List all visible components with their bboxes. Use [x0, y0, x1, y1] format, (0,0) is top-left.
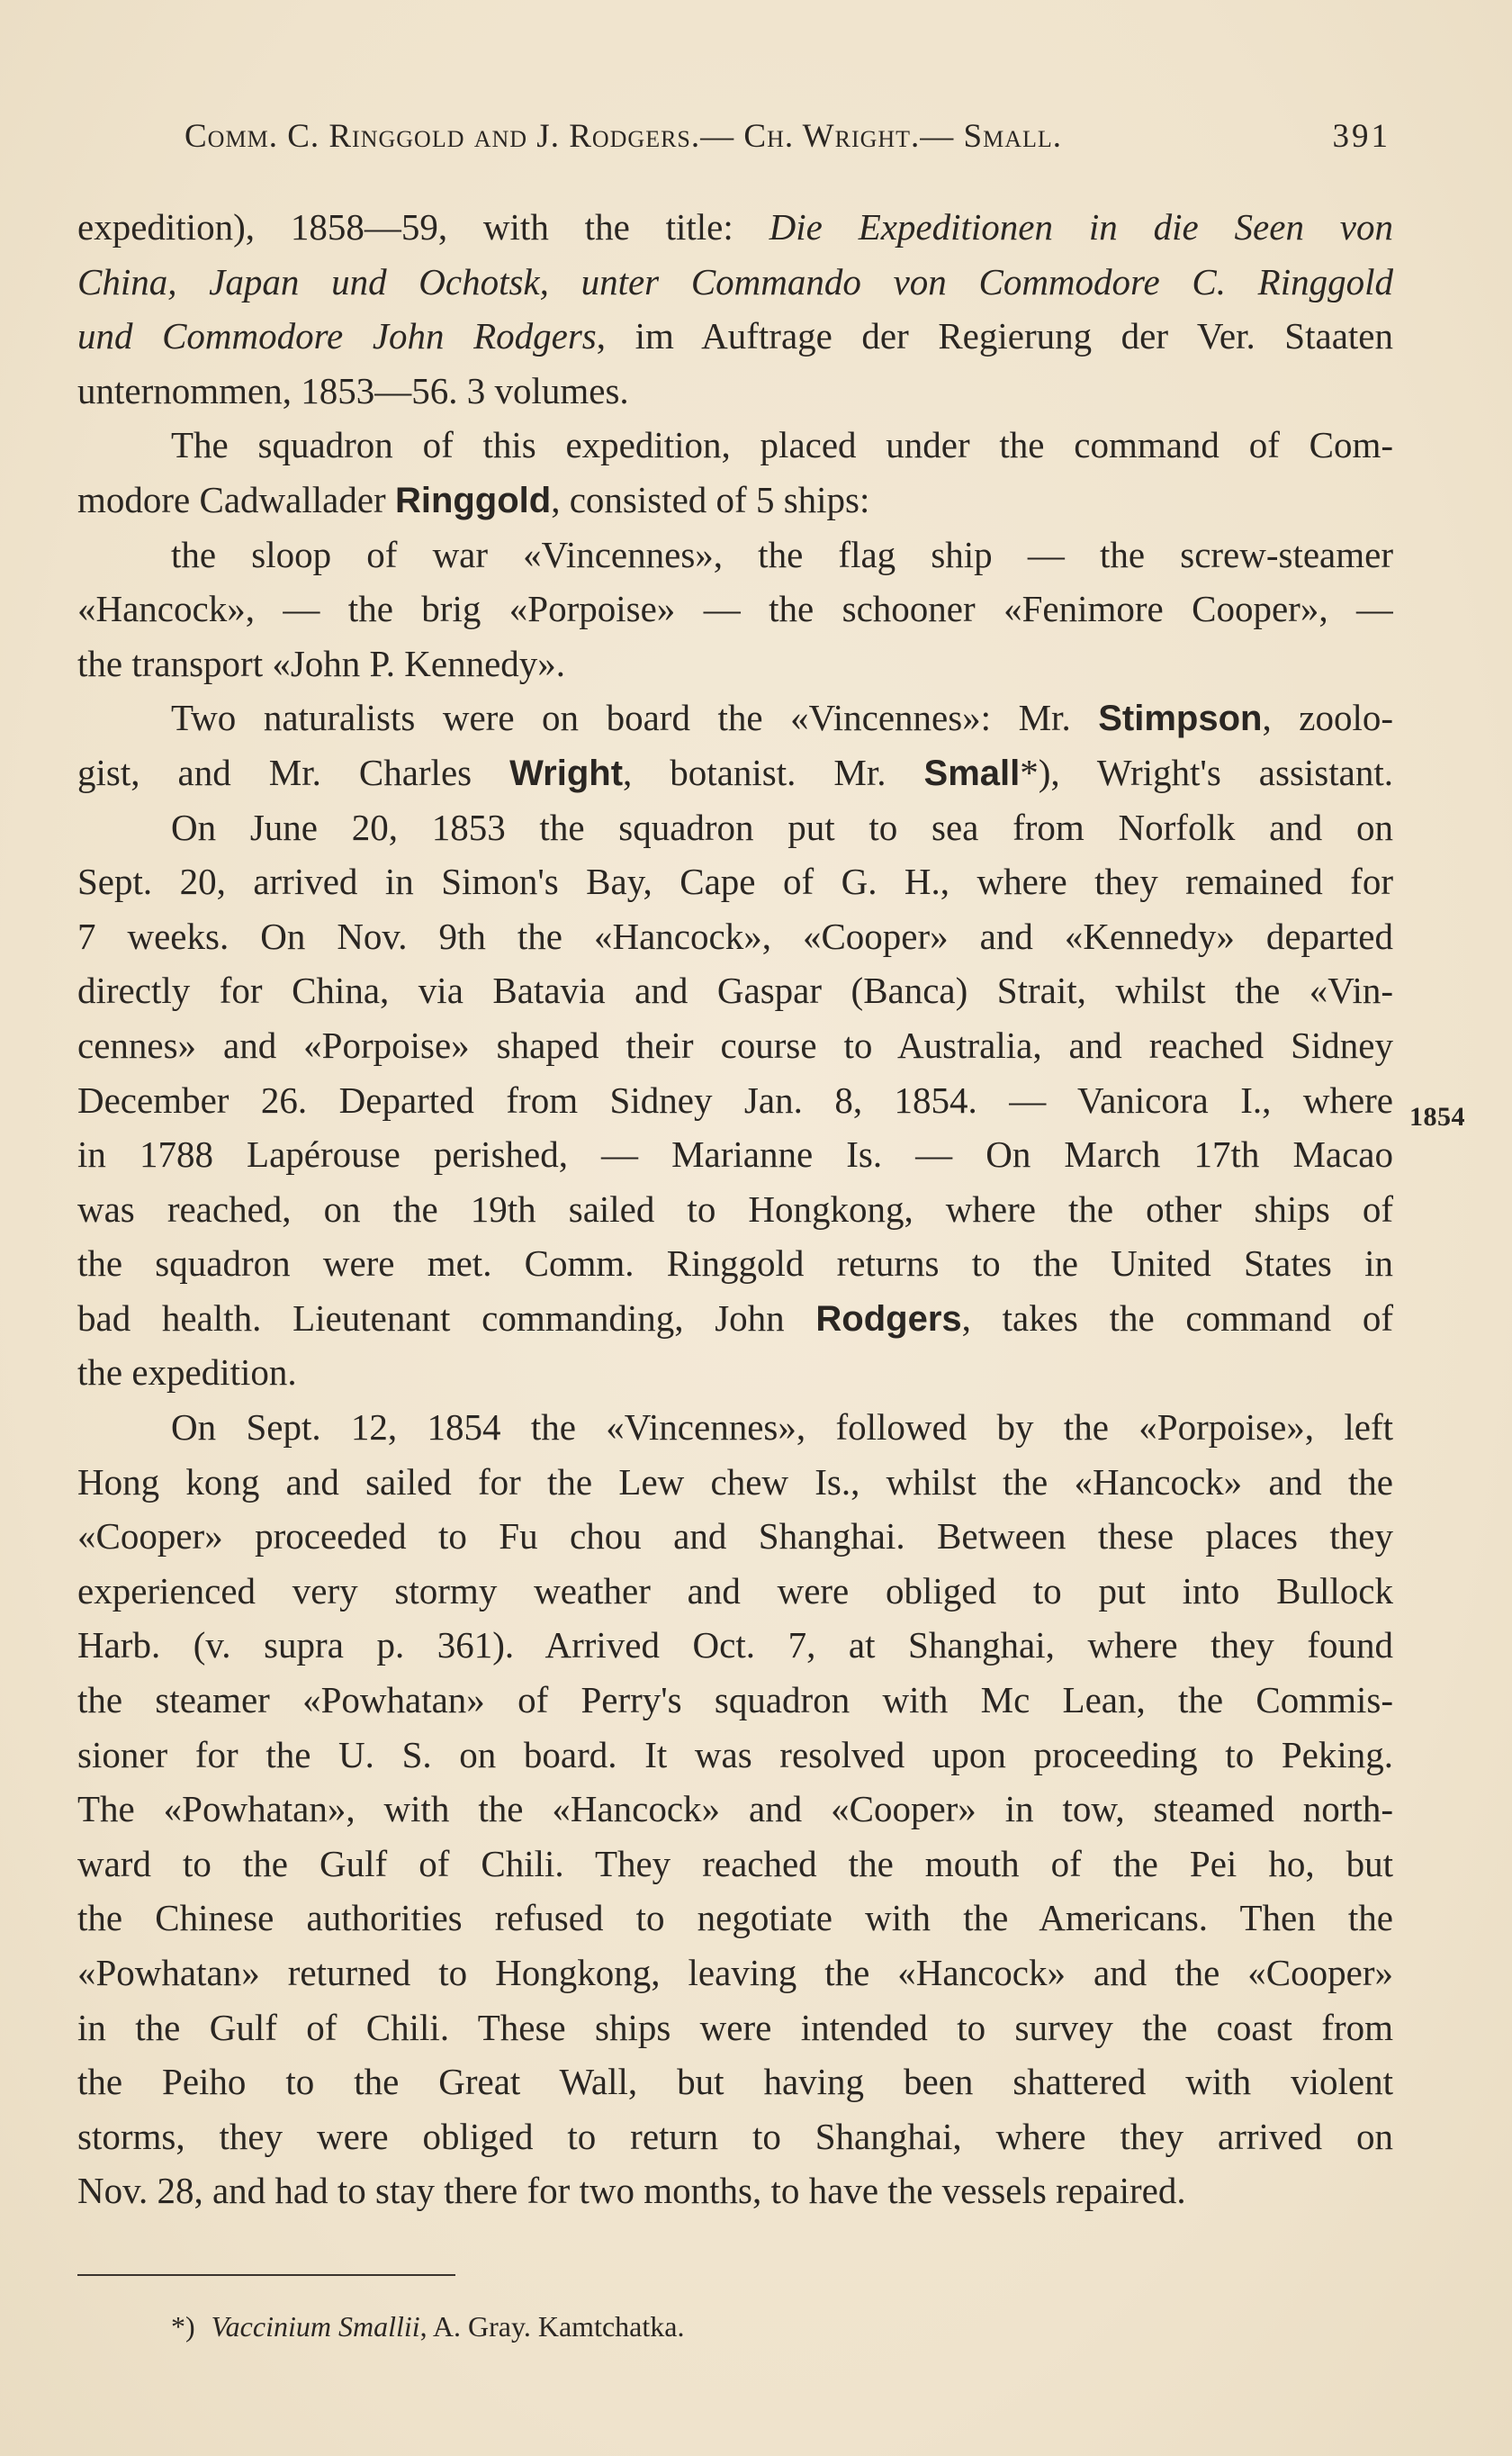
- italic-title: Die Expeditionen in die Seen von: [769, 206, 1393, 248]
- italic-title: China, Japan und Ochotsk, unter Commando von Commodore C. Ringgold: [77, 260, 1393, 302]
- text-line: [77, 1236, 1393, 1291]
- text-line: [77, 1291, 1393, 1346]
- text-line: [77, 1455, 1393, 1510]
- text-line: [77, 582, 1393, 637]
- text-line: [77, 2054, 1393, 2109]
- text-segment: the squadron were met. Comm. Ringgold returns to the United States in: [77, 1242, 1393, 1285]
- text-line: [77, 1837, 1393, 1892]
- text-line: [77, 1182, 1393, 1237]
- text-segment: the Chinese authorities refused to negotiate with the Americans. Then the: [77, 1897, 1393, 1939]
- text-line: [77, 200, 1393, 255]
- text-line: [77, 1782, 1393, 1837]
- text-line: [77, 418, 1393, 473]
- text-line: [77, 963, 1393, 1018]
- footnote-species: Vaccinium Smallii: [211, 2310, 420, 2343]
- text-segment: in 1788 Lapérouse perished, — Marianne Is. — On March 17th Macao: [77, 1133, 1393, 1176]
- text-segment: December 26. Departed from Sidney Jan. 8, 1854. — Vanicora I., where: [77, 1079, 1393, 1121]
- text-segment: the sloop of war «Vincennes», the flag ship — the screw-steamer: [171, 533, 1393, 575]
- text-segment: Hong kong and sailed for the Lew chew Is., whilst the «Hancock» and the: [77, 1460, 1393, 1503]
- bold-name: Ringgold: [394, 480, 552, 520]
- bold-name: Wright: [509, 753, 624, 793]
- text-line: [77, 745, 1393, 800]
- text-segment: , botanist. Mr.: [623, 751, 924, 793]
- text-line: [77, 1618, 1393, 1673]
- text-segment: expedition), 1858—59, with the title:: [77, 206, 770, 248]
- text-segment: the expedition.: [77, 1351, 297, 1394]
- text-segment: unternommen, 1853—56. 3 volumes.: [77, 369, 629, 411]
- text-segment: gist, and Mr. Charles: [77, 751, 510, 793]
- text-line: [77, 1073, 1393, 1128]
- text-segment: the Peiho to the Great Wall, but having been shattered with violent: [77, 2061, 1393, 2103]
- text-segment: The «Powhatan», with the «Hancock» and «Cooper» in tow, steamed north-: [77, 1788, 1393, 1830]
- text-segment: , zoolo-: [1262, 697, 1393, 739]
- body-text: [77, 200, 1393, 2218]
- text-line: [77, 1345, 1393, 1400]
- text-segment: experienced very stormy weather and were obliged to put into Bullock: [77, 1569, 1393, 1612]
- text-line: [77, 2109, 1393, 2164]
- footnote-rule: [77, 2274, 455, 2276]
- text-segment: Two naturalists were on board the «Vincennes»: Mr.: [171, 697, 1099, 739]
- running-header: [184, 117, 1390, 171]
- text-segment: 7 weeks. On Nov. 9th the «Hancock», «Cooper» and «Kennedy» departed: [77, 915, 1393, 957]
- text-segment: Sept. 20, arrived in Simon's Bay, Cape of G. H., where they remained for: [77, 861, 1393, 903]
- text-segment: , takes the command of: [961, 1296, 1393, 1339]
- text-line: [77, 2000, 1393, 2055]
- footnote-marker: *): [171, 2310, 195, 2343]
- text-segment: storms, they were obliged to return to Shanghai, where they arrived on: [77, 2115, 1393, 2157]
- text-segment: , consisted of 5 ships:: [551, 478, 870, 520]
- text-segment: «Cooper» proceeded to Fu chou and Shanghai. Between these places they: [77, 1515, 1393, 1558]
- text-segment: *), Wright's assistant.: [1020, 751, 1393, 793]
- bold-name: Rodgers: [815, 1298, 962, 1339]
- text-segment: sioner for the U. S. on board. It was resolved upon proceeding to Peking.: [77, 1733, 1393, 1775]
- text-line: [77, 473, 1393, 528]
- page-number: 391: [1332, 118, 1390, 155]
- text-line: [77, 309, 1393, 364]
- text-line: [77, 528, 1393, 582]
- text-line: [77, 364, 1393, 419]
- text-segment: «Powhatan» returned to Hongkong, leaving the «Hancock» and the «Cooper»: [77, 1952, 1393, 1993]
- text-segment: ward to the Gulf of Chili. They reached the mouth of the Pei ho, but: [77, 1842, 1393, 1884]
- text-segment: , im Auftrage der Regierung der Ver. Staaten: [596, 315, 1393, 357]
- text-line: [77, 909, 1393, 964]
- text-segment: the transport «John P. Kennedy».: [77, 642, 566, 684]
- bold-name: Stimpson: [1098, 699, 1263, 739]
- footnote-rest: , A. Gray. Kamtchatka.: [419, 2310, 685, 2343]
- text-line: [77, 1018, 1393, 1073]
- text-line: [77, 854, 1393, 909]
- margin-year-note: 1854: [1409, 1102, 1465, 1132]
- text-segment: Harb. (v. supra p. 361). Arrived Oct. 7, at Shanghai, where they found: [77, 1624, 1393, 1666]
- italic-title: und Commodore John Rodgers: [77, 315, 597, 357]
- text-segment: was reached, on the 19th sailed to Hongkong, where the other ships of: [77, 1187, 1393, 1230]
- text-segment: directly for China, via Batavia and Gaspar (Banca) Strait, whilst the «Vin-: [77, 970, 1393, 1012]
- text-line: [77, 1127, 1393, 1182]
- text-segment: The squadron of this expedition, placed under the command of Com-: [171, 424, 1393, 466]
- text-line: [77, 1891, 1393, 1946]
- text-segment: On June 20, 1853 the squadron put to sea from Norfolk and on: [171, 806, 1393, 848]
- text-line: [77, 637, 1393, 691]
- running-title: Comm. C. Ringgold and J. Rodgers.— Ch. Wright.— Small.: [184, 118, 1063, 155]
- text-line: [77, 1509, 1393, 1564]
- text-segment: bad health. Lieutenant commanding, John: [77, 1296, 816, 1339]
- text-line: [77, 1728, 1393, 1783]
- text-line: [77, 1946, 1393, 2000]
- text-segment: cennes» and «Porpoise» shaped their course to Australia, and reached Sidney: [77, 1024, 1393, 1066]
- text-line: [77, 1564, 1393, 1619]
- text-line: [77, 255, 1393, 310]
- text-segment: in the Gulf of Chili. These ships were intended to survey the coast from: [77, 2006, 1393, 2048]
- text-segment: modore Cadwallader: [77, 478, 395, 520]
- text-line: [77, 800, 1393, 855]
- text-line: [77, 691, 1393, 745]
- bold-name: Small: [923, 753, 1021, 793]
- text-segment: Nov. 28, and had to stay there for two months, to have the vessels repaired.: [77, 2170, 1186, 2212]
- text-segment: «Hancock», — the brig «Porpoise» — the schooner «Fenimore Cooper», —: [77, 588, 1393, 630]
- text-line: [77, 2163, 1393, 2218]
- text-segment: On Sept. 12, 1854 the «Vincennes», followed by the «Porpoise», left: [171, 1406, 1393, 1449]
- text-segment: the steamer «Powhatan» of Perry's squadron with Mc Lean, the Commis-: [77, 1679, 1393, 1721]
- text-line: [77, 1400, 1393, 1455]
- footnote: [171, 2310, 684, 2343]
- text-line: [77, 1673, 1393, 1728]
